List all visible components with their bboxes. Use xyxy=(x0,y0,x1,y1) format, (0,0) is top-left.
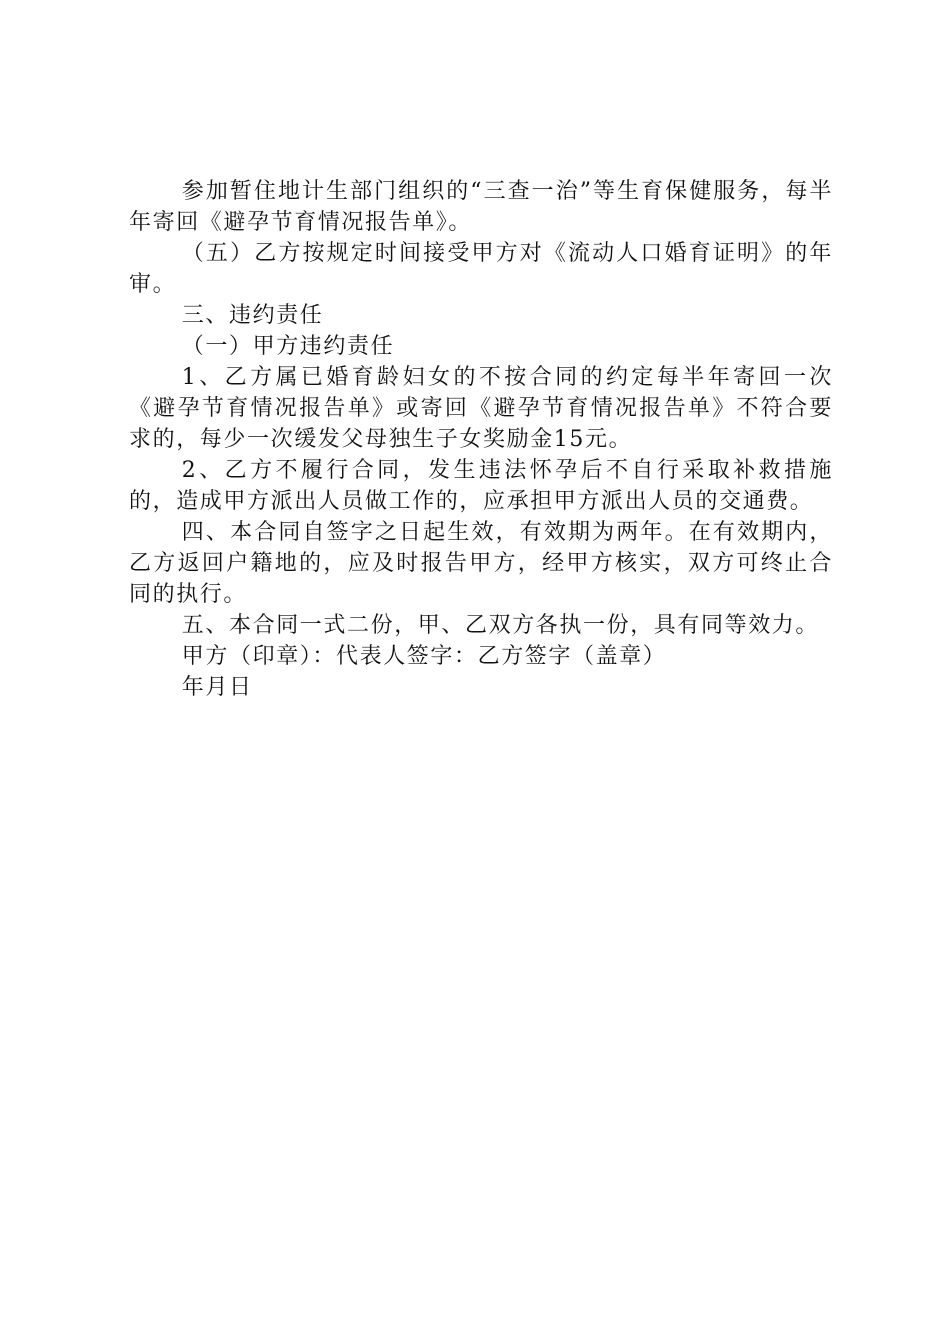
date-line: 年月日 xyxy=(181,675,253,700)
subheading-party-a-liability: （一）甲方违约责任 xyxy=(181,334,395,359)
paragraph-copies: 五、本合同一式二份，甲、乙双方各执一份，具有同等效力。 xyxy=(181,613,819,638)
paragraph-clause-2: 2、乙方不履行合同，发生违法怀孕后不自行采取补救措施的，造成甲方派出人员做工作的，应承担甲方派出人员的交通费。 xyxy=(129,458,833,514)
document-body xyxy=(129,176,833,703)
heading-breach-liability: 三、违约责任 xyxy=(181,303,324,328)
paragraph-effective-term: 四、本合同自签字之日起生效，有效期为两年。在有效期内，乙方返回户籍地的，应及时报告甲方，经甲方核实，双方可终止合同的执行。 xyxy=(129,520,833,607)
paragraph-health-services: 参加暂住地计生部门组织的“三查一治”等生育保健服务，每半年寄回《避孕节育情况报告单》。 xyxy=(129,179,833,235)
paragraph-annual-review: （五）乙方按规定时间接受甲方对《流动人口婚育证明》的年审。 xyxy=(129,241,833,297)
paragraph-clause-1: 1、乙方属已婚育龄妇女的不按合同的约定每半年寄回一次《避孕节育情况报告单》或寄回《避孕节育情况报告单》不符合要求的，每少一次缓发父母独生子女奖励金15元。 xyxy=(129,365,833,452)
signature-line: 甲方（印章）：代表人签字：乙方签字（盖章） xyxy=(181,644,667,669)
